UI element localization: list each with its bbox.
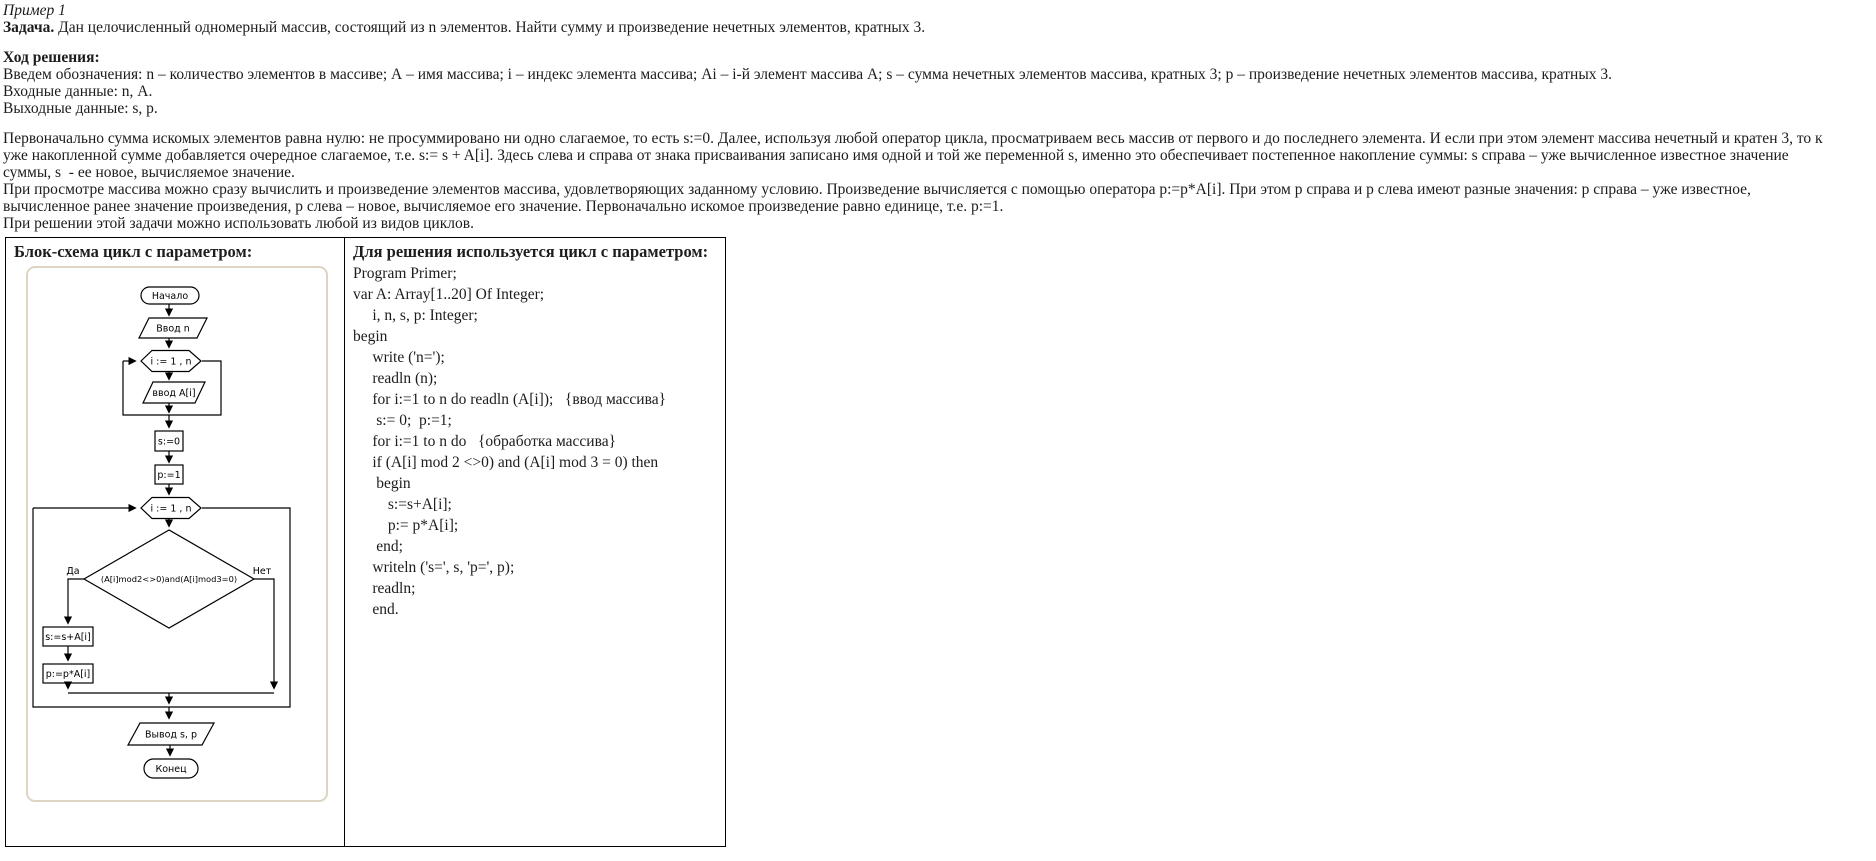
- code-line: end;: [353, 538, 403, 555]
- prod-label: p:=p*A[i]: [45, 669, 91, 680]
- paragraph-line: уже накопленной сумме добавляется очередное слагаемое, т.е. s:= s + A[i]. Здесь слева и справа от знака присваивания записано имя одной и той же переменной s, именно это обеспечивает постепенное накопление суммы: s справа – уже вычисленное известное значение: [3, 147, 1789, 164]
- yes-branch-wire: [68, 579, 84, 623]
- paragraph-line: Первоначально сумма искомых элементов равна нулю: не просуммировано ни одно слагаемое, то есть s:=0. Далее, используя любой оператор цикла, просматриваем весь массив от первого и до последнего элемента. И если при этом элемент массива нечетный и кратен 3, то к: [3, 130, 1823, 147]
- condition-label: (A[i]mod2<>0)and(A[i]mod3=0): [100, 574, 238, 584]
- code-heading: Для решения используется цикл с параметром:: [353, 242, 709, 261]
- example-title: Пример 1: [3, 2, 66, 19]
- code-line: p:= p*A[i];: [353, 517, 459, 534]
- paragraph-line: суммы, s - ее новое, вычисляемое значение.: [3, 164, 295, 181]
- paragraph-line: вычисленное ранее значение произведения, p слева – новое, вычисляемое его значение. Первоначально искомое произведение равно единице, т.е. p:=1.: [3, 198, 1004, 215]
- paragraph-line: При решении этой задачи можно использовать любой из видов циклов.: [3, 215, 474, 232]
- flowchart-panel: [26, 266, 328, 802]
- end-node-label: Конец: [155, 764, 187, 775]
- code-line: var A: Array[1..20] Of Integer;: [353, 286, 545, 303]
- flowchart-heading: Блок-схема цикл с параметром:: [14, 242, 253, 261]
- yes-branch-label: Да: [66, 566, 80, 577]
- code-line: Program Primer;: [353, 265, 457, 282]
- init-p-label: p:=1: [157, 470, 181, 481]
- code-line: readln;: [353, 580, 416, 597]
- solution-table: [5, 237, 726, 847]
- code-line: readln (n);: [353, 370, 438, 387]
- start-node-label: Начало: [151, 291, 189, 302]
- paragraph-line: При просмотре массива можно сразу вычислить и произведение элементов массива, удовлетворяющих заданному условию. Произведение вычисляется с помощью оператора p:=p*A[i]. При этом p справа и p слева имеют разные значения: p справа – уже известное,: [3, 181, 1751, 198]
- init-s-label: s:=0: [157, 436, 181, 448]
- code-line: if (A[i] mod 2 <>0) and (A[i] mod 3 = 0) then: [353, 454, 659, 471]
- spacer: [3, 36, 1876, 49]
- notation-line: Введем обозначения: n – количество элементов в массиве; А – имя массива; i – индекс элемента массива; Ai – i-й элемент массива А; s – сумма нечетных элементов массива, кратных 3; p – произведение нечетных элементов массива, кратных 3.: [3, 66, 1613, 83]
- code-line: s:=s+A[i];: [353, 496, 452, 513]
- no-branch-label: Нет: [252, 566, 272, 577]
- code-line: write ('n=');: [353, 349, 445, 366]
- code-cell: [345, 238, 726, 847]
- flowchart-diagram: [28, 268, 322, 796]
- code-line: writeln ('s=', s, 'p=', p);: [353, 559, 515, 576]
- method-heading: Ход решения:: [3, 49, 100, 66]
- code-line: i, n, s, p: Integer;: [353, 307, 478, 324]
- code-line: begin: [353, 328, 388, 345]
- code-line: s:= 0; p:=1;: [353, 412, 452, 429]
- loop2-label: i := 1 , n: [150, 503, 192, 515]
- no-branch-wire: [254, 579, 274, 688]
- sum-label: s:=s+A[i]: [45, 632, 91, 643]
- loop1-label: i := 1 , n: [150, 356, 192, 368]
- task-text: Дан целочисленный одномерный массив, состоящий из n элементов. Найти сумму и произведение нечетных элементов, кратных 3.: [54, 19, 926, 36]
- task-label: Задача.: [3, 19, 55, 36]
- pascal-code: [353, 263, 725, 620]
- spacer: [3, 117, 1876, 130]
- output-label: Вывод s, p: [144, 729, 198, 741]
- output-data-line: Выходные данные: s, p.: [3, 100, 158, 117]
- code-line: begin: [353, 475, 411, 492]
- code-line: end.: [353, 601, 399, 618]
- task-statement: [3, 19, 1876, 36]
- input-n-label: Ввод n: [156, 323, 190, 335]
- code-line: for i:=1 to n do {обработка массива}: [353, 433, 617, 450]
- code-line: for i:=1 to n do readln (A[i]); {ввод массива}: [353, 391, 667, 408]
- input-ai-label: ввод A[i]: [152, 388, 196, 399]
- input-data-line: Входные данные: n, А.: [3, 83, 153, 100]
- flowchart-cell: [6, 238, 345, 847]
